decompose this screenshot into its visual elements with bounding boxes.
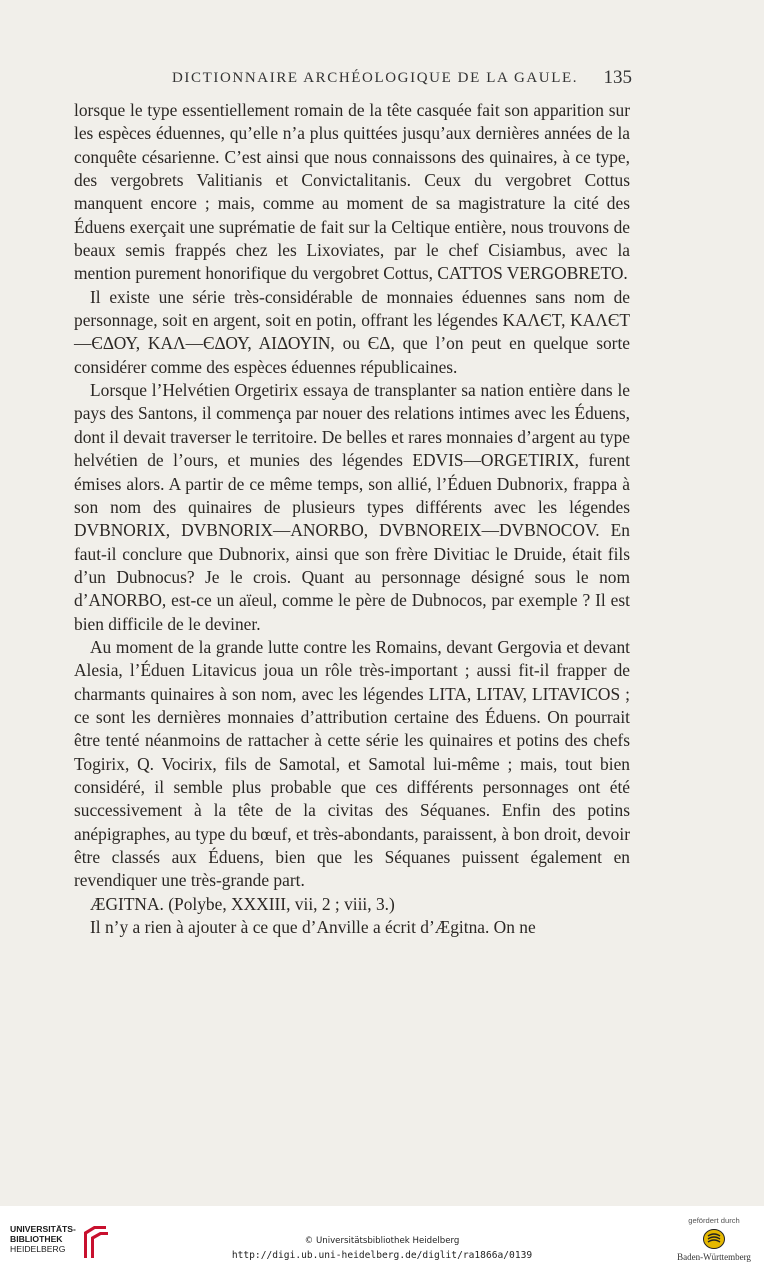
state-seal-icon — [702, 1228, 726, 1250]
paragraph: Il n’y a rien à ajouter à ce que d’Anville a écrit d’Ægitna. On ne — [90, 917, 536, 938]
footer-bar — [0, 1206, 764, 1266]
paragraph: ÆGITNA. (Polybe, XXXIII, vii, 2 ; viii, 3.) — [90, 893, 395, 914]
copyright-notice: © Universitätsbibliothek Heidelberg — [304, 1236, 460, 1246]
page-header — [72, 67, 632, 93]
paragraph: lorsque le type essentiellement romain de la tête casquée fait son apparition sur les espèces éduennes, qu’elle n’a plus quittées jusqu’aux dernières années de la conquête césarienne. C’est ainsi que nous connaissons des quinaires, à ce type, des vergobrets Valitianis et Convictalitanis. Ceux du vergobret Cottus manquent encore ; mais, comme au moment de sa magistrature la cité des Éduens exerçait une suprématie de fait sur la Celtique entière, nous trouvons de beaux semis frappés chez les Lixoviates, par le chef Cisiambus, avec la mention purement honorifique du vergobret Cottus, CATTOS VERGOBRETO. — [74, 100, 630, 284]
sponsor-block — [668, 1216, 760, 1262]
paragraph: Il existe une série très-considérable de monnaies éduennes sans nom de personnage, soit en argent, soit en potin, offrant les légendes ΚΑΛЄΤ, ΚΑΛЄΤ—ЄΔΟΥ, ΚΑΛ—ЄΔΟΥ, ΑΙΔΟΥΙΝ, ou ЄΔ, que l’on peut en quelque sorte considérer comme des espèces éduennes républicaines. — [74, 286, 630, 377]
library-name-line: UNIVERSITÄTS- — [10, 1224, 76, 1234]
page-number: 135 — [603, 67, 632, 88]
sponsor-label: gefördert durch — [688, 1216, 740, 1225]
running-title: DICTIONNAIRE ARCHÉOLOGIQUE DE LA GAULE. — [172, 70, 579, 86]
body-text — [74, 99, 630, 939]
library-name-line: BIBLIOTHEK — [10, 1234, 63, 1244]
library-name-line: HEIDELBERG — [10, 1244, 66, 1254]
sponsor-name: Baden-Württemberg — [677, 1252, 751, 1262]
paragraph: Lorsque l’Helvétien Orgetirix essaya de transplanter sa nation entière dans le pays des Santons, il commença par nouer des relations intimes avec les Éduens, dont il devait traverser le territoire. De belles et rares monnaies d’argent au type helvétien de l’ours, et munies des légendes EDVIS—ORGETIRIX, furent émises alors. A partir de ce même temps, son allié, l’Éduen Dubnorix, frappa à son nom des quinaires de plusieurs types différents avec les légendes DVBNORIX, DVBNORIX—ANORBO, DVBNOREIX—DVBNOCOV. En faut-il conclure que Dubnorix, ainsi que son frère Divitiac le Druide, était fils d’un Dubnocus? Je le crois. Quant au personnage désigné sous le nom d’ANORBO, est-ce un aïeul, comme le père de Dubnocos, par exemple ? Il est bien difficile de le deviner. — [74, 380, 630, 634]
permalink-url[interactable]: http://digi.ub.uni-heidelberg.de/diglit/ra1866a/0139 — [231, 1250, 533, 1261]
paragraph: Au moment de la grande lutte contre les Romains, devant Gergovia et devant Alesia, l’Éduen Litavicus joua un rôle très-important ; aussi fit-il frapper de charmants quinaires à son nom, avec les légendes LITA, LITAV, LITAVICOS ; ce sont les dernières monnaies d’attribution certaine des Éduens. On pourrait être tenté néanmoins de rattacher à cette série les quinaires et potins des chefs Togirix, Q. Vocirix, fils de Samotal, et Samotal lui-même ; mais, tout bien considéré, il semble plus probable que ces différents personnages ont été successivement à la tête de la civitas des Séquanes. Enfin des potins anépigraphes, au type du bœuf, et très-abondants, paraissent, à bon droit, devoir être classés aux Éduens, bien que les Séquanes puissent également en revendiquer une très-grande part. — [74, 636, 630, 891]
